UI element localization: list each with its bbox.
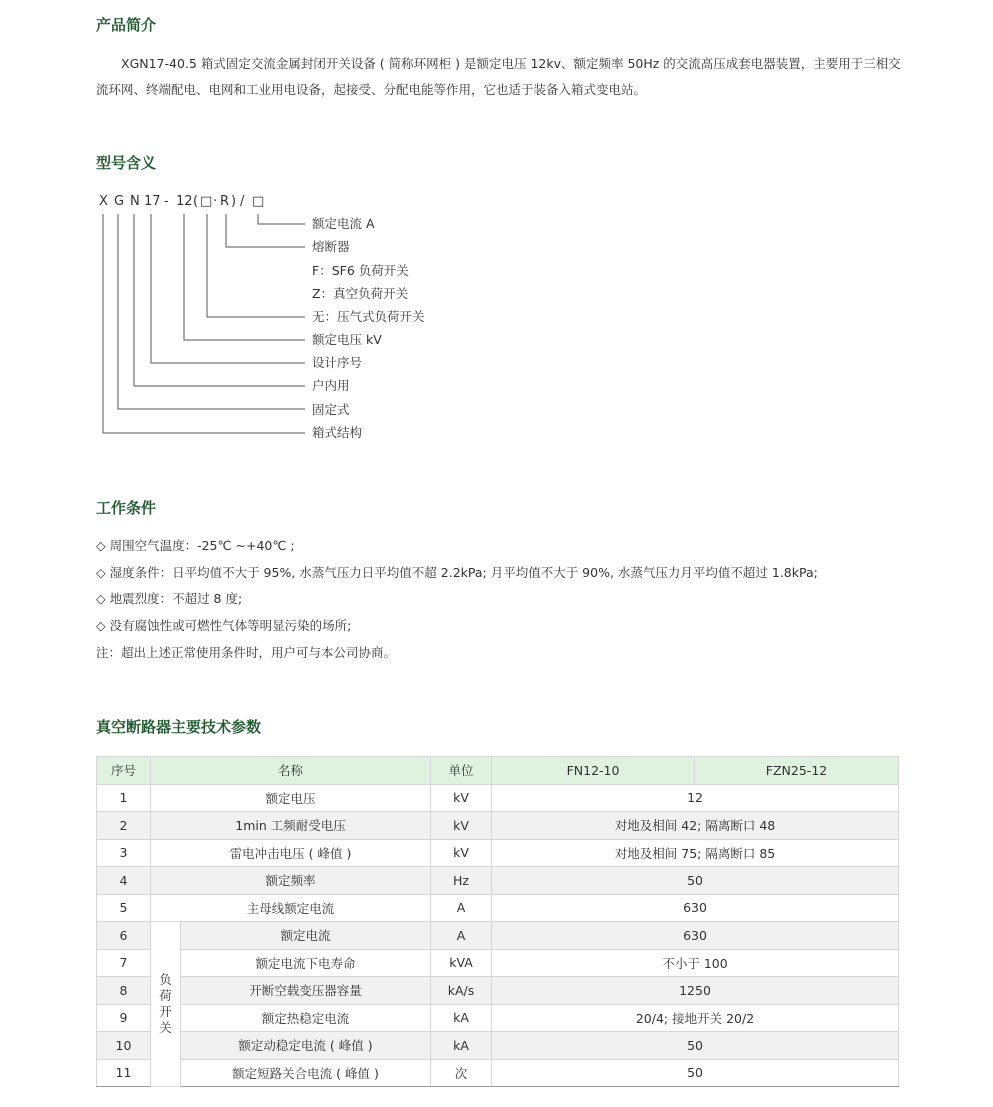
- row-unit: kA: [431, 1004, 492, 1032]
- load-switch-group-label: [151, 922, 181, 1087]
- row-name: 主母线额定电流: [151, 894, 431, 922]
- code-g: G: [114, 194, 125, 209]
- specs-title: 真空断路器主要技术参数: [96, 718, 262, 736]
- header-name: 名称: [151, 757, 431, 785]
- header-fzn25: FZN25-12: [695, 757, 899, 785]
- row-no: 9: [97, 1004, 151, 1032]
- row-name: 雷电冲击电压 ( 峰值 ): [151, 839, 431, 867]
- model-connector-lines: [0, 0, 993, 460]
- code-n: N: [130, 194, 140, 209]
- condition-pollution: ◇ 没有腐蚀性或可燃性气体等明显污染的场所;: [96, 618, 352, 633]
- group-char: 开: [159, 1004, 172, 1019]
- row-name: 开断空载变压器容量: [181, 977, 431, 1005]
- legend-fuse: 熔断器: [312, 239, 350, 254]
- legend-rated-current: 额定电流 A: [312, 216, 375, 231]
- code-lparen: (: [193, 194, 199, 209]
- header-fn12: FN12-10: [492, 757, 695, 785]
- row-value: 12: [492, 784, 899, 812]
- row-unit: kV: [431, 812, 492, 840]
- row-value: 50: [492, 867, 899, 895]
- row-no: 11: [97, 1059, 151, 1087]
- row-unit: kVA: [431, 949, 492, 977]
- table-row: [97, 894, 899, 922]
- table-row: [97, 922, 899, 950]
- model-title: 型号含义: [96, 154, 157, 172]
- code-x: X: [99, 194, 108, 209]
- header-no: 序号: [97, 757, 151, 785]
- legend-air-switch: 无：压气式负荷开关: [312, 309, 425, 324]
- row-name: 额定动稳定电流 ( 峰值 ): [181, 1032, 431, 1060]
- legend-vacuum-switch: Z：真空负荷开关: [312, 286, 409, 301]
- row-value: 不小于 100: [492, 949, 899, 977]
- row-no: 7: [97, 949, 151, 977]
- row-unit: kA/s: [431, 977, 492, 1005]
- row-name: 额定电压: [151, 784, 431, 812]
- code-dash: -: [164, 194, 169, 209]
- intro-title: 产品简介: [96, 16, 157, 34]
- code-17: 17: [144, 194, 161, 209]
- code-rparen: ): [231, 194, 237, 209]
- group-char: 负: [159, 972, 172, 987]
- row-no: 2: [97, 812, 151, 840]
- group-char: 荷: [159, 988, 172, 1003]
- conditions-title: 工作条件: [96, 499, 157, 517]
- row-no: 6: [97, 922, 151, 950]
- table-row: [97, 949, 899, 977]
- table-row: [97, 784, 899, 812]
- row-unit: kA: [431, 1032, 492, 1060]
- table-row: [97, 1059, 899, 1087]
- code-box-2: □: [252, 194, 265, 209]
- row-value: 20/4; 接地开关 20/2: [492, 1004, 899, 1032]
- code-dot: ·: [213, 194, 218, 209]
- row-unit: kV: [431, 784, 492, 812]
- legend-fixed: 固定式: [312, 402, 350, 417]
- row-value: 1250: [492, 977, 899, 1005]
- row-name: 额定短路关合电流 ( 峰值 ): [181, 1059, 431, 1087]
- row-value: 50: [492, 1032, 899, 1060]
- specs-table: [96, 756, 899, 1087]
- row-value: 630: [492, 922, 899, 950]
- condition-temperature: ◇ 周围空气温度：-25℃ ~+40℃ ;: [96, 538, 295, 553]
- row-unit: A: [431, 894, 492, 922]
- header-unit: 单位: [431, 757, 492, 785]
- legend-rated-voltage: 额定电压 kV: [312, 332, 382, 347]
- row-value: 630: [492, 894, 899, 922]
- legend-box-structure: 箱式结构: [312, 425, 363, 440]
- table-header-row: [97, 757, 899, 785]
- legend-sf6-switch: F：SF6 负荷开关: [312, 263, 409, 278]
- code-12: 12: [176, 194, 193, 209]
- table-row: [97, 812, 899, 840]
- condition-note: 注：超出上述正常使用条件时，用户可与本公司协商。: [96, 645, 397, 660]
- code-slash: /: [240, 194, 245, 209]
- intro-paragraph: XGN17-40.5 箱式固定交流金属封闭开关设备 ( 简称环网柜 ) 是额定电压 12kv、额定频率 50Hz 的交流高压成套电器装置，主要用于三相交流环网、终端配电、电网和工业用电设备，起接受、分配电能等作用，它也适于装备入箱式变电站。: [96, 56, 901, 97]
- code-r: R: [220, 194, 230, 209]
- row-unit: Hz: [431, 867, 492, 895]
- row-name: 1min 工频耐受电压: [151, 812, 431, 840]
- code-box-1: □: [200, 194, 213, 209]
- row-name: 额定频率: [151, 867, 431, 895]
- row-no: 8: [97, 977, 151, 1005]
- table-row: [97, 867, 899, 895]
- row-no: 10: [97, 1032, 151, 1060]
- row-name: 额定电流: [181, 922, 431, 950]
- row-value: 50: [492, 1059, 899, 1087]
- condition-seismic: ◇ 地震烈度：不超过 8 度;: [96, 591, 243, 606]
- row-name: 额定电流下电寿命: [181, 949, 431, 977]
- row-unit: kV: [431, 839, 492, 867]
- legend-indoor: 户内用: [312, 378, 350, 393]
- row-unit: A: [431, 922, 492, 950]
- row-no: 1: [97, 784, 151, 812]
- table-row: [97, 1032, 899, 1060]
- table-row: [97, 839, 899, 867]
- row-unit: 次: [431, 1059, 492, 1087]
- legend-design-serial: 设计序号: [312, 355, 363, 370]
- row-no: 3: [97, 839, 151, 867]
- table-row: [97, 1004, 899, 1032]
- row-value: 对地及相间 42; 隔离断口 48: [492, 812, 899, 840]
- group-char: 关: [159, 1020, 172, 1035]
- row-no: 4: [97, 867, 151, 895]
- row-name: 额定热稳定电流: [181, 1004, 431, 1032]
- table-row: [97, 977, 899, 1005]
- condition-humidity: ◇ 湿度条件：日平均值不大于 95%, 水蒸气压力日平均值不超 2.2kPa; 月平均值不大于 90%, 水蒸气压力月平均值不超过 1.8kPa;: [96, 565, 818, 580]
- row-value: 对地及相间 75; 隔离断口 85: [492, 839, 899, 867]
- row-no: 5: [97, 894, 151, 922]
